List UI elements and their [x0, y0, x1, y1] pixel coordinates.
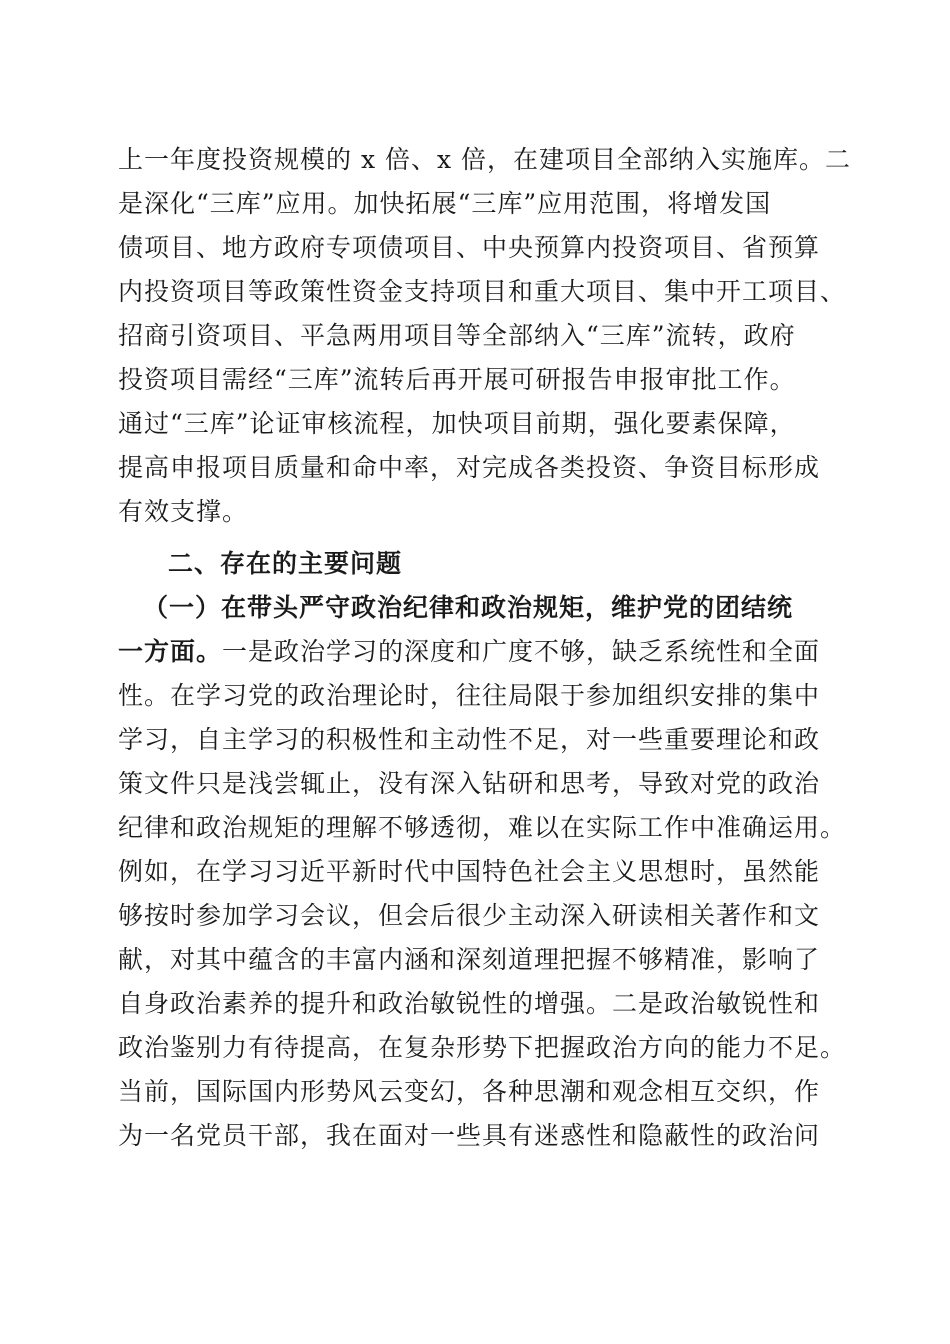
paragraph-2-line-7: 够按时参加学习会议，但会后很少主动深入研读相关著作和文 — [118, 901, 821, 930]
section-heading: 二、存在的主要问题 — [168, 549, 403, 578]
paragraph-1-line-5: 招商引资项目、平急两用项目等全部纳入“三库”流转，政府 — [118, 321, 796, 350]
paragraph-2-line-6: 例如，在学习习近平新时代中国特色社会主义思想时，虽然能 — [118, 857, 821, 886]
paragraph-2-line-9: 自身政治素养的提升和政治敏锐性的增强。二是政治敏锐性和 — [118, 989, 821, 1018]
paragraph-1-line-4: 内投资项目等政策性资金支持项目和重大项目、集中开工项目、 — [118, 277, 847, 306]
subsection-heading: （一）在带头严守政治纪律和政治规矩，维护党的团结统 — [143, 593, 794, 622]
paragraph-1-line-7: 通过“三库”论证审核流程，加快项目前期，强化要素保障， — [118, 409, 796, 438]
paragraph-1-line-3: 债项目、地方政府专项债项目、中央预算内投资项目、省预算 — [118, 233, 821, 262]
paragraph-1-line-6: 投资项目需经“三库”流转后再开展可研报告申报审批工作。 — [118, 365, 796, 394]
paragraph-2-line-2: 性。在学习党的政治理论时，往往局限于参加组织安排的集中 — [118, 681, 821, 710]
paragraph-2-line-10: 政治鉴别力有待提高，在复杂形势下把握政治方向的能力不足。 — [118, 1033, 847, 1062]
paragraph-2-line-8: 献，对其中蕴含的丰富内涵和深刻道理把握不够精准，影响了 — [118, 945, 821, 974]
paragraph-1-line-9: 有效支撑。 — [118, 497, 249, 526]
paragraph-2-line-3: 学习，自主学习的积极性和主动性不足，对一些重要理论和政 — [118, 725, 821, 754]
paragraph-2-line-1 — [118, 632, 820, 672]
subsection-heading-end: 一方面。 — [118, 637, 223, 666]
paragraph-1-line-1: 上一年度投资规模的 x 倍、x 倍，在建项目全部纳入实施库。二 — [118, 145, 852, 174]
paragraph-1-line-8: 提高申报项目质量和命中率，对完成各类投资、争资目标形成 — [118, 453, 821, 482]
paragraph-1-line-2: 是深化“三库”应用。加快拓展“三库”应用范围，将增发国 — [118, 189, 772, 218]
paragraph-2-line-5: 纪律和政治规矩的理解不够透彻，难以在实际工作中准确运用。 — [118, 813, 847, 842]
paragraph-2-line-4: 策文件只是浅尝辄止，没有深入钻研和思考，导致对党的政治 — [118, 769, 821, 798]
paragraph-2-line-12: 为一名党员干部，我在面对一些具有迷惑性和隐蔽性的政治问 — [118, 1121, 821, 1150]
paragraph-2-line-11: 当前，国际国内形势风云变幻，各种思潮和观念相互交织，作 — [118, 1077, 821, 1106]
paragraph-2-line-1-text: 一是政治学习的深度和广度不够，缺乏系统性和全面 — [222, 637, 821, 666]
